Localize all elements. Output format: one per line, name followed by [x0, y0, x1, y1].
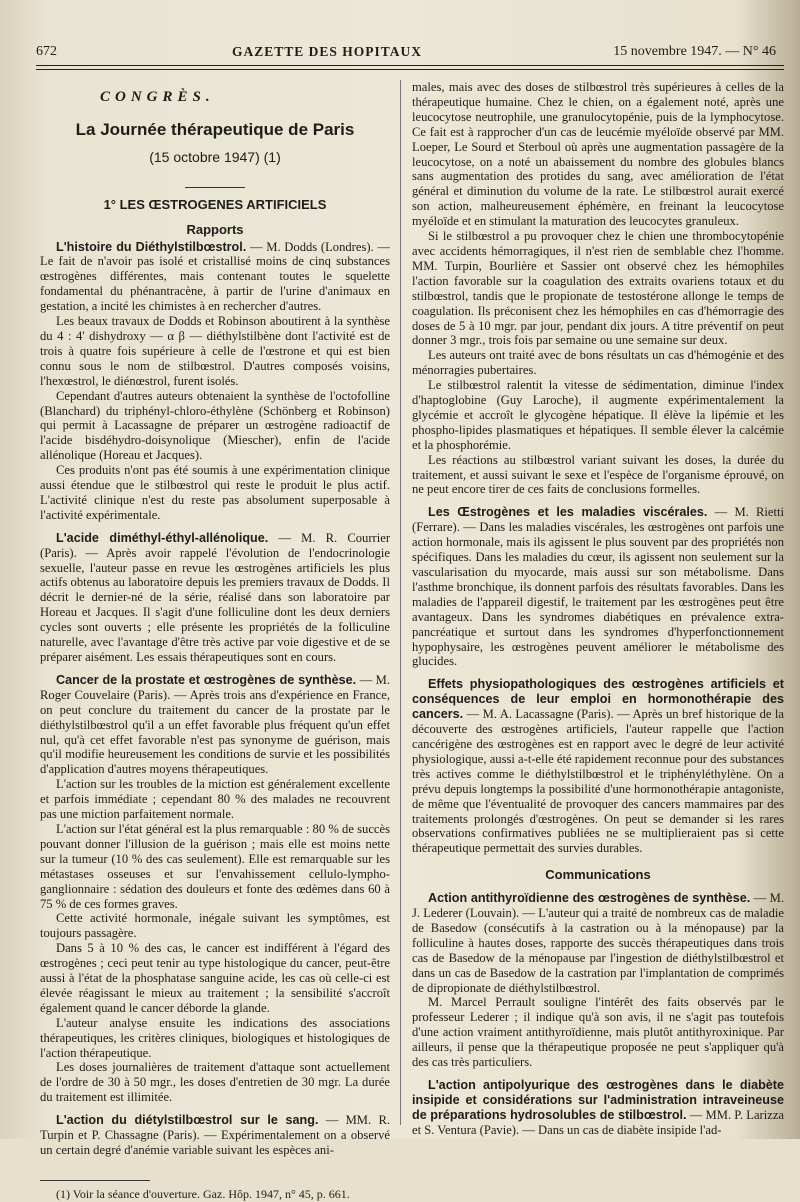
paragraph-text: — MM. P. Larizza et S. Ventura (Pavie). — Dans un cas de diabète insipide l'ad- [412, 1107, 785, 1137]
paragraph [40, 240, 390, 315]
issue-date: 15 novembre 1947. — N° 46 [613, 44, 776, 59]
right-column [412, 80, 784, 1138]
paragraph: Les réactions au stilbœstrol variant suivant les doses, la durée du traitement, et aussi suivant le sexe et l'espèce de l'organisme éprouvé, on ne peut encore tirer de ces faits de conclusions formelles. [412, 452, 784, 497]
article-title: La Journée thérapeutique de Paris [75, 119, 355, 139]
paragraph: Les auteurs ont traité avec de bons résultats un cas d'hémogénie et des ménorragies pubertaires. [412, 348, 784, 378]
paragraph-text: — M. R. Courrier (Paris). — Après avoir rappelé l'évolution de l'endocrinologie sexuelle, l'auteur passe en revue les œstrogènes artificiels les plus actifs obtenus au laboratoire depuis les premiers travaux de Dodds. Il décrit le dernier-né de la série, réalisé dans son laboratoire par Horeau et Jacques. Il s'agit d'une folliculine dont les deux derniers cycles sont ouverts ; elle présente les propriétés de la folliculine naturelle, avec l'avantage d'être très active par voie digestive et de se préparer aisément. Les essais thérapeutiques sont en cours. [40, 530, 391, 664]
page-number: 672 [36, 44, 57, 59]
footnote: (1) Voir la séance d'ouverture. Gaz. Hôp. 1947, n° 45, p. 661. [56, 1186, 350, 1201]
paragraph: L'action sur l'état général est la plus remarquable : 80 % de succès pouvant donner l'illusion de la guérison ; mais elle est moins nette sur la tumeur (10 % des cas seulement). Elle est remarquable sur les métastases osseuses et sur l'envahissement cellulo-lympho-ganglionnaire : sédation des douleurs et fonte des œdèmes dans 60 à 75 % de ces formes graves. [40, 821, 390, 911]
header-rule [36, 65, 784, 66]
left-column [40, 80, 390, 1202]
paragraph [40, 1113, 390, 1158]
section-heading: 1° LES ŒSTROGENES ARTIFICIELS [103, 196, 327, 212]
paragraph-heading: Action antithyroïdienne des œstrogènes de synthèse. [428, 891, 751, 906]
paragraph-heading: L'histoire du Diéthylstilbœstrol. [56, 239, 247, 254]
paragraph-heading: Effets physiopathologiques des œstrogènes artificiels et conséquences de leur emploi en hormonothérapie des cancers. [412, 677, 784, 722]
paragraph: Les beaux travaux de Dodds et Robinson aboutirent à la synthèse du 4 : 4' dishydroxy — α β — diéthylstilbène dont l'activité est de trois à quatre fois supérieure à celle de l'œstrone et qui est bien connu sous le nom de stilbœstrol. D'autres composés voisins, l'hexœstrol, le diénœstrol, furent isolés. [40, 314, 390, 388]
paragraph [412, 1078, 784, 1138]
paragraph: Ces produits n'ont pas été soumis à une expérimentation clinique aussi étendue que le stilbœstrol qui reste le produit le plus actif. L'activité clinique n'est du reste pas absolument superposable à l'activité expérimentale. [40, 463, 390, 522]
paragraph-text: — M. Roger Couvelaire (Paris). — Après trois ans d'expérience en France, on peut conclure du traitement du cancer de la prostate par le diéthylstilbœstrol qu'il a un effet favorable plus fréquent qu'un effet nul, qu'à cet effet favorable n'est pas synonyme de guérison, mais qu'il modifie heureusement les conditions de survie et les possibilités d'application d'autres moyens thérapeutiques. [40, 672, 390, 777]
column-divider [400, 80, 401, 1125]
footnote-rule [40, 1180, 150, 1181]
paragraph: L'action sur les troubles de la miction est généralement excellente et parfois immédiate ; cependant 80 % des malades ne recouvrent pas une miction parfaitement normale. [40, 777, 390, 822]
journal-name: GAZETTE DES HOPITAUX [232, 44, 423, 59]
paragraph-text: — M. A. Lacassagne (Paris). — Après un bref historique de la découverte des œstrogènes artificiels, l'auteur rappelle que l'action cancérigène des œstrogènes est en rapport avec le degré de leur activité physiologique, aussi a-t-elle été rapidement reconnue pour des substances très actives comme le diéthylstilbœstrol et le triphényléthylène. On a prévu depuis longtemps la possibilité d'une hormonothérapie antagoniste, de même que l'éventualité de provoquer des cancers mammaires par des traitements prolongés d'œstrogènes. On peut se demander si les rares observations confirmatives publiées ne se multiplieraient pas si cette thérapeutique permettait des survies durables. [412, 707, 784, 856]
paragraph-text: — M. J. Lederer (Louvain). — L'auteur qui a traité de nombreux cas de maladie de Basedow (consécutifs à la castration ou à la ménopause) par la folliculine à hautes doses, rapporte des succès thérapeutiques dans trois cas de Basedow de la ménopause par l'ingestion de diéthylstilbœstrol et dans un cas de Basedow de la castration par l'implantation de comprimés de dipropionate de diéthylstilbœstrol. [412, 891, 784, 995]
subsection-communications: Communications [545, 867, 651, 883]
paragraph-heading: Les Œstrogènes et les maladies viscérales. [428, 505, 708, 520]
paragraph: Le stilbœstrol ralentit la vitesse de sédimentation, diminue l'index d'haptoglobine (Guy Laroche), il augmente expérimentalement la glycémie et accroît le glycogène hépatique. Il élève la lipémie et les phospho-lipides plasmatiques et hépatiques. Il semble élever la calcémie et la phosphorémie. [412, 378, 784, 452]
paragraph: Cependant d'autres auteurs obtenaient la synthèse de l'octofolline (Blanchard) du triphényl-chloro-éthylène (Schönberg et Robinson) qui permit à Lacassagne de préparer un œstrogène radioactif de l'acide bisdéhydro-doisynolique (Miescher), enfin de l'acide allénolique (Horeau et Jacques). [40, 388, 390, 463]
paragraph-heading: L'action du diétylstilbœstrol sur le sang. [56, 1113, 319, 1128]
page-header [36, 44, 784, 64]
paragraph [412, 677, 784, 856]
paragraph: Cette activité hormonale, inégale suivant les symptômes, est toujours passagère. [40, 911, 390, 941]
paragraph: males, mais avec des doses de stilbœstrol très supérieures à celles de la thérapeutique humaine. Chez le chien, on a également noté, après une leucocytose neutrophile, une granulocytopénie, puis de la lymphocytose. Ce fait est à rapprocher d'un cas de leucémie myéloïde observé par MM. Loeper, Le Sourd et Sterboul où après une augmentation passagère de la leucocytose, on a noté un abaissement du nombre des globules blancs sans augmentation des protides du sang, avec amélioration de l'état général et diminution du volume de la rate. Le stilbœstrol aurait exercé son action, malheureusement éphémère, en freinant la leucocytose myéloïde et en stimulant la maturation des leucocytes granuleux. [412, 80, 784, 229]
paragraph-text: — M. Rietti (Ferrare). — Dans les maladies viscérales, les œstrogènes ont parfois une action hormonale, mais ils agissent le plus souvent par des propriétés non spécifiques. Dans les maladies du cœur, ils agissent non seulement sur la vascularisation du myocarde, mais aussi sur son métabolisme. Dans l'asthme bronchique, ils donnent parfois des résultats favorables. Dans les maladies de l'appareil digestif, le traitement par les œstrogènes peut être avantageux. Dans les syndromes diabétiques en prévalence extra-pancréatique et surtout dans les syndromes d'hyperfonctionnement hypophysaire, les œstrogènes peuvent améliorer le métabolisme des glucides. [412, 505, 785, 669]
paragraph-heading: Cancer de la prostate et œstrogènes de synthèse. [56, 672, 357, 687]
paragraph-text: — M. Dodds (Londres). — Le fait de n'avoir pas isolé et cristallisé moins de cinq substances œstrogènes différentes, mais contenant toutes le squelette fondamental du phénantracène, à partir de l'urine d'animaux en gestation, a incité les chimistes à en rechercher d'autres. [40, 239, 391, 314]
paragraph [412, 505, 784, 669]
paragraph-heading: L'action antipolyurique des œstrogènes dans le diabète insipide et considérations sur l'administration intraveineuse de préparations hydrosolubles de stilbœstrol. [412, 1078, 784, 1122]
paragraph: Dans 5 à 10 % des cas, le cancer est indifférent à l'égard des œstrogènes ; ceci peut tenir au type histologique du cancer, peut-être aussi à l'état de la phosphatase sanguine acide, les cas où celle-ci est élevée réagissant le mieux au traitement ; la sensibilité s'accroît également quand le cancer déborde la glande. [40, 941, 390, 1015]
paragraph: Si le stilbœstrol a pu provoquer chez le chien une thrombocytopénie avec accidents hémorragiques, il n'est rien de semblable chez l'homme. MM. Turpin, Bourlière et Sassier ont observé chez les hémophiles l'action favorable sur la coagulation des extraits ovariens totaux et du stilbœstrol, tandis que le propionate de testostérone allonge le temps de coagulation. Ils préconisent chez les hémophiles en cas d'hémorragie des doses de 5 à 10 mgr. par jour, pendant dix jours. A titre préventif on peut donner 3 mgr., trois fois par semaine ou une semaine sur deux. [412, 229, 784, 348]
paragraph [412, 891, 784, 995]
paragraph [40, 531, 390, 665]
paragraph: L'auteur analyse ensuite les indications des associations thérapeutiques, les critères cliniques, biologiques et histologiques de l'action thérapeutique. [40, 1015, 390, 1060]
section-congres: CONGRÈS. [100, 89, 215, 105]
paragraph-text: — MM. R. Turpin et P. Chassagne (Paris). — Expérimentalement on a observé un certain degré d'anémie variable suivant les espèces ani- [40, 1113, 390, 1157]
short-rule [185, 187, 245, 188]
paragraph: M. Marcel Perrault souligne l'intérêt des faits observés par le professeur Lederer ; il indique qu'à son avis, il ne s'agit pas toutefois d'une action vraiment antithyroïdienne, mais plutôt antithyroxinique. Par ailleurs, il pense que la thérapeutique proposée ne peut s'appliquer qu'à des cas très particuliers. [412, 995, 784, 1070]
article-date: (15 octobre 1947) (1) [149, 148, 281, 165]
paragraph-heading: L'acide diméthyl-éthyl-allénolique. [56, 530, 269, 545]
paragraph [40, 673, 390, 777]
subsection-rapports: Rapports [186, 221, 244, 237]
paragraph: Les doses journalières de traitement d'attaque sont actuellement de l'ordre de 30 à 50 mgr., les doses d'entretien de 30 mgr. La durée du traitement est illimitée. [40, 1060, 390, 1105]
header-rule-thin [36, 69, 784, 70]
